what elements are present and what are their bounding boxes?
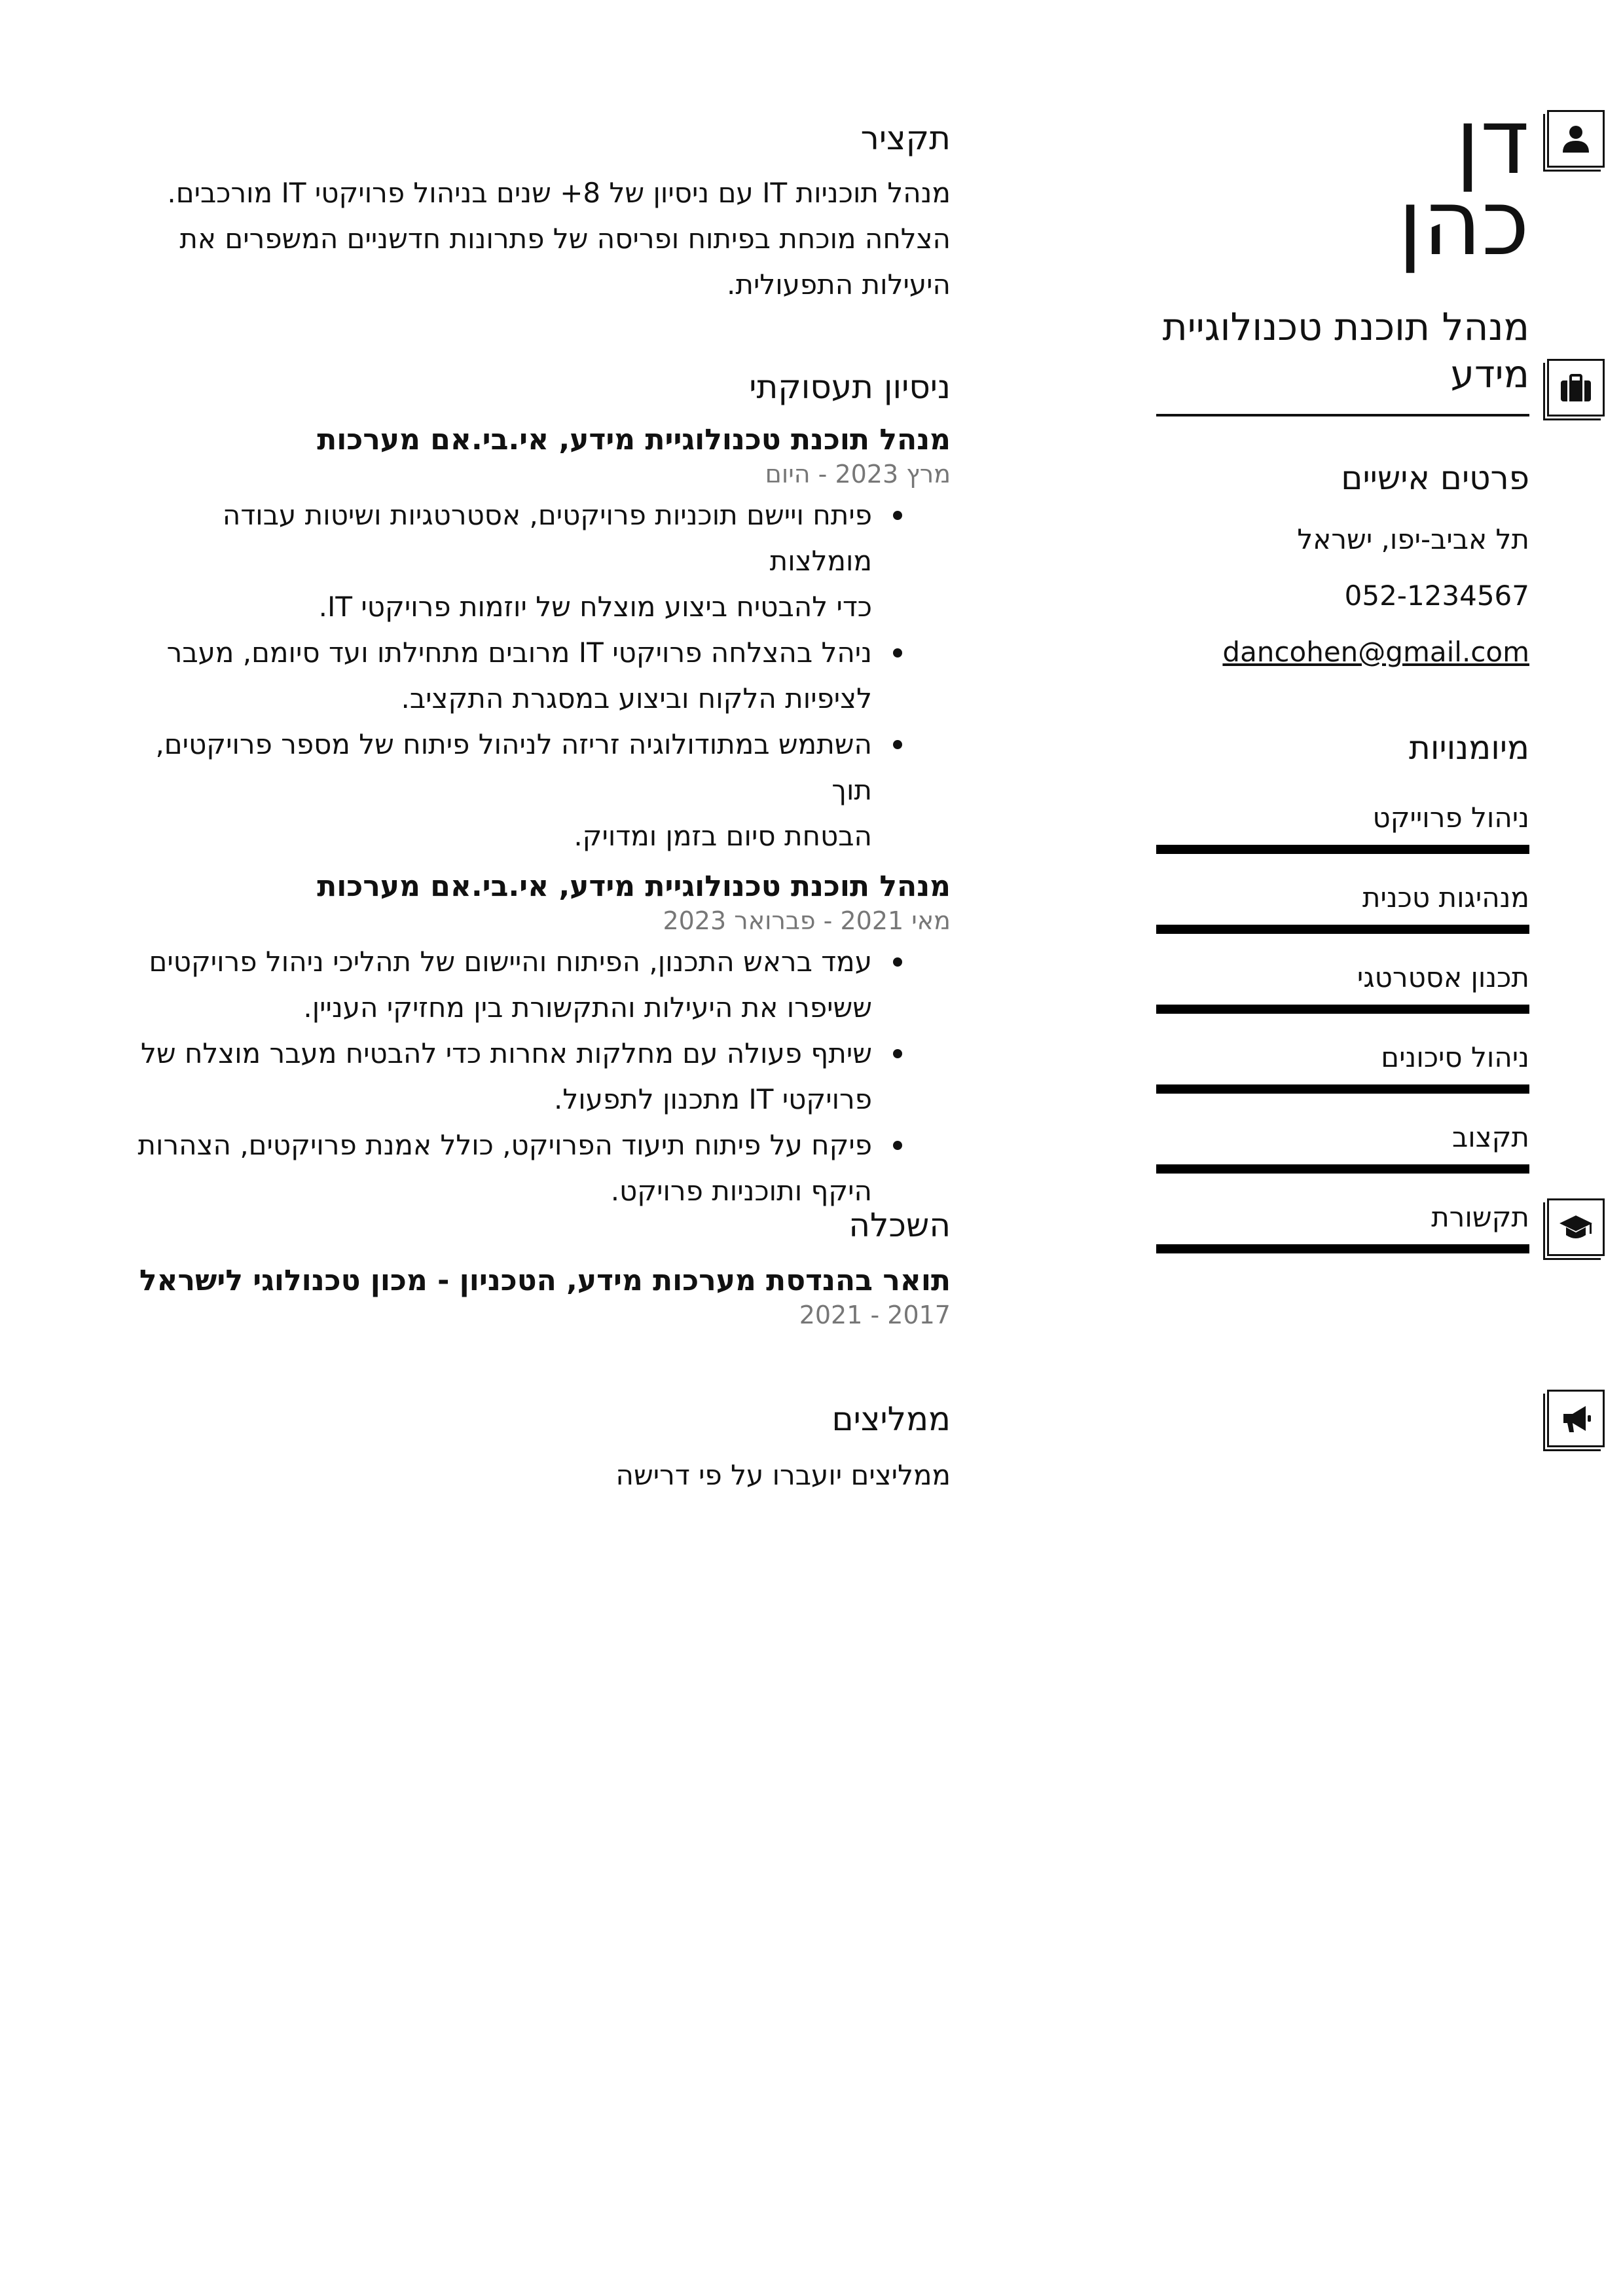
skill-label: ניהול פרוייקט [1372,802,1529,834]
skill-item [1156,880,1529,934]
skill-bar [1156,925,1529,934]
references-title: ממליצים [831,1400,951,1438]
bullet-item: שיתף פעולה עם מחלקות אחרות כדי להבטיח מעבר מוצלח של פרויקטי IT מתכנון לתפעול. [126,1031,872,1122]
skill-item [1156,1120,1529,1174]
summary-line: מנהל תוכניות IT עם ניסיון של 8+ שנים בניהול פרויקטי IT מורכבים. [167,177,951,209]
skills-title-wrap [1156,728,1529,768]
bullet-item: השתמש במתודולוגיה זריזה לניהול פיתוח של מספר פרויקטים, תוך הבטחת סיום בזמן ומדויק. [126,722,872,859]
user-icon [1547,110,1605,168]
personal-details [1156,458,1529,669]
skill-bar [1156,1244,1529,1253]
summary-section [126,118,951,308]
skill-bar [1156,1005,1529,1014]
megaphone-icon [1547,1390,1605,1447]
experience-section [126,367,951,1214]
briefcase-icon [1547,359,1605,417]
skill-item [1156,800,1529,854]
personal-details-title: פרטים אישיים [1341,459,1529,497]
phone: 052-1234567 [1344,580,1529,612]
job-bullets [126,492,951,859]
references-text: ממליצים יועברו על פי דרישה [615,1459,951,1491]
job-bullets [126,939,951,1214]
education-dates: 2017 - 2021 [799,1301,951,1329]
skill-label: תקצוב [1451,1121,1529,1153]
skill-bar [1156,845,1529,854]
skills-title: מיומנויות [1408,729,1529,767]
graduation-cap-icon [1547,1198,1605,1256]
location: תל אביב-יפו, ישראל [1297,523,1529,555]
job-dates: מרץ 2023 - היום [765,460,951,489]
first-name: דן [1455,89,1529,194]
email-link[interactable]: dancohen@gmail.com [1222,636,1529,668]
job-title: מנהל תוכנת טכנולוגיית מידע [1162,305,1529,396]
job-entry [126,422,951,859]
education-title: השכלה [848,1206,951,1244]
last-name: כהן [1398,170,1529,276]
job-entry [126,868,951,1214]
skill-item [1156,960,1529,1014]
skill-bar [1156,1084,1529,1094]
references-section [126,1399,951,1498]
skill-item [1156,1200,1529,1253]
bullet-item: ניהל בהצלחה פרויקטי IT מרובים מתחילתו ועד סיומם, מעבר לציפיות הלקוח וביצוע במסגרת התקציב. [126,630,872,722]
summary-line: היעילות התפעולית. [726,268,951,301]
summary-line: הצלחה מוכחת בפיתוח ופריסה של פתרונות חדשניים המשפרים את [179,223,951,255]
name-block [1071,89,1529,398]
name-divider [1156,414,1529,417]
summary-title: תקציר [860,119,951,157]
bullet-item: פיקח על פיתוח תיעוד הפרויקט, כולל אמנת פרויקטים, הצהרות היקף ותוכניות פרויקט. [126,1122,872,1214]
skill-item [1156,1040,1529,1094]
job-title: מנהל תוכנת טכנולוגיית מידע, אי.בי.אם מערכות [317,870,951,903]
job-title: מנהל תוכנת טכנולוגיית מידע, אי.בי.אם מערכות [317,423,951,456]
degree: תואר בהנדסת מערכות מידע, הטכניון - מכון טכנולוגי לישראל [139,1264,951,1297]
experience-title: ניסיון תעסוקתי [749,368,951,406]
skill-label: מנהיגות טכנית [1362,881,1529,914]
skill-label: תכנון אסטרטגי [1357,961,1529,993]
education-section [126,1205,951,1331]
skill-label: תקשורת [1431,1201,1529,1233]
bullet-item: פיתח ויישם תוכניות פרויקטים, אסטרטגיות ושיטות עבודה מומלצות כדי להבטיח ביצוע מוצלח של יוזמות פרויקטי IT. [126,492,872,630]
bullet-item: עמד בראש התכנון, הפיתוח והיישום של תהליכי ניהול פרויקטים ששיפרו את היעילות והתקשורת בין מחזיקי העניין. [126,939,872,1031]
job-dates: מאי 2021 - פברואר 2023 [663,906,951,935]
skill-bar [1156,1164,1529,1174]
skill-label: ניהול סיכונים [1381,1041,1529,1073]
